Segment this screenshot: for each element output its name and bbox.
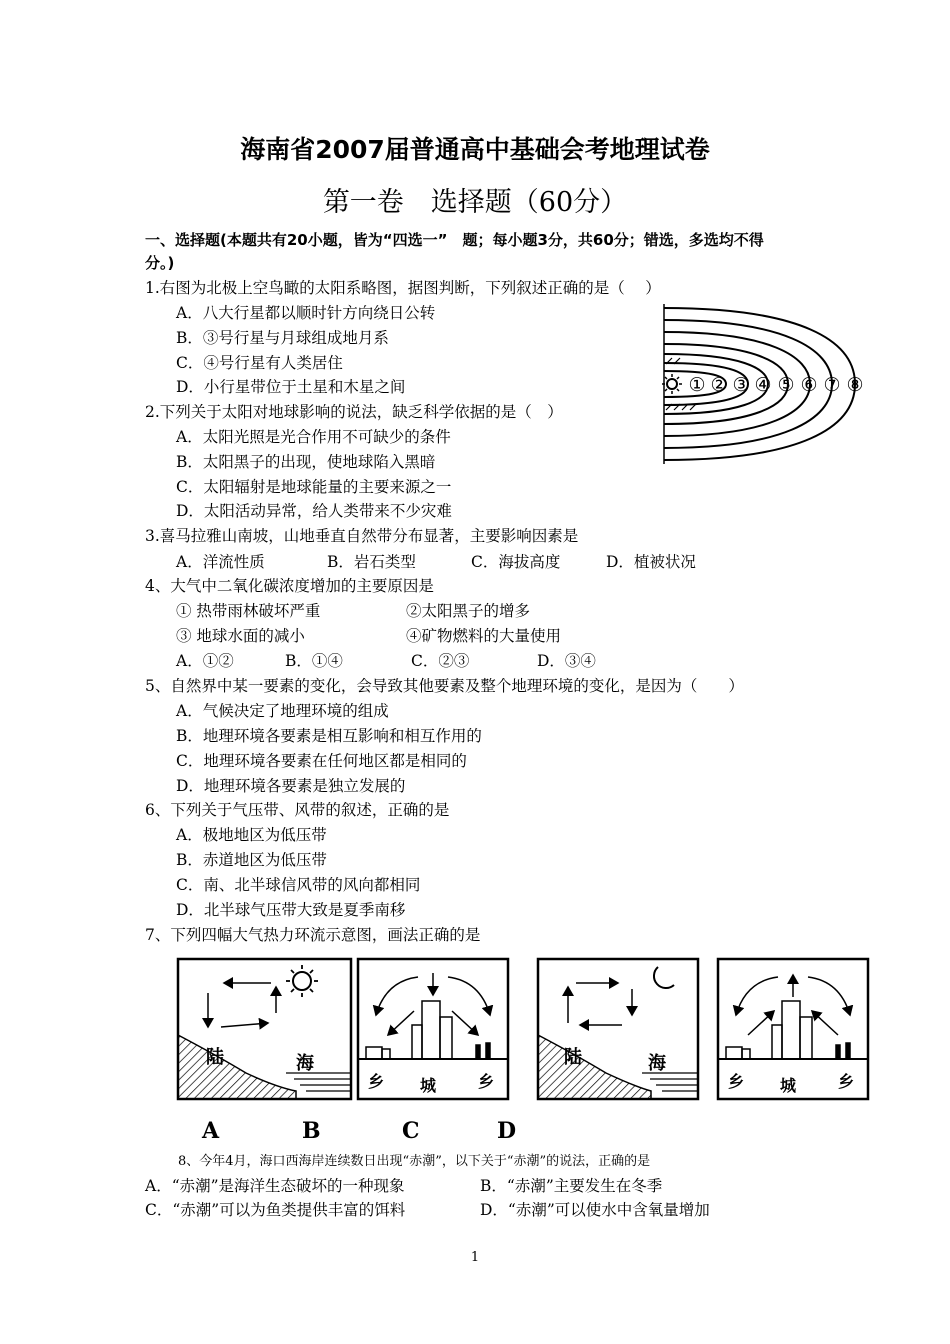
question-4-option-a: A．①②	[176, 652, 234, 670]
page-number: 1	[470, 1250, 480, 1265]
question-5-option-c: C．地理环境各要素在任何地区都是相同的	[176, 752, 467, 770]
figure-b	[358, 959, 508, 1099]
question-5-option-a: A．气候决定了地理环境的组成	[176, 702, 389, 720]
moon-icon	[654, 967, 674, 988]
planet-6-label: ⑥	[800, 374, 818, 396]
question-3-option-a: A．洋流性质	[176, 553, 265, 571]
planet-1-label: ①	[688, 374, 706, 396]
question-1-option-b: B．③号行星与月球组成地月系	[176, 329, 389, 347]
figure-c-land-label: 陆	[564, 1047, 582, 1068]
figure-label-d: D	[497, 1118, 517, 1144]
figure-d	[718, 959, 868, 1099]
solar-system-diagram	[660, 300, 875, 470]
question-3-stem: 3.喜马拉雅山南坡，山地垂直自然带分布显著，主要影响因素是	[145, 527, 579, 545]
figure-label-b: B	[302, 1118, 321, 1144]
figure-b-rural-left-label: 乡	[368, 1072, 385, 1091]
figure-c-sea-label: 海	[648, 1053, 666, 1074]
question-8-stem: 8、今年4月，海口西海岸连续数日出现“赤潮”，以下关于“赤潮”的说法，正确的是	[178, 1154, 651, 1169]
question-5-option-d: D．地理环境各要素是独立发展的	[176, 777, 406, 795]
question-2-stem: 2.下列关于太阳对地球影响的说法，缺乏科学依据的是（ ）	[145, 403, 563, 421]
question-4-item-2: ②太阳黑子的增多	[406, 602, 531, 620]
page-title: 海南省2007届普通高中基础会考地理试卷	[240, 135, 710, 164]
question-1-stem: 1.右图为北极上空鸟瞰的太阳系略图，据图判断，下列叙述正确的是（ ）	[145, 279, 661, 297]
question-5-stem: 5、自然界中某一要素的变化，会导致其他要素及整个地理环境的变化，是因为（ ）	[145, 677, 744, 695]
question-5-option-b: B．地理环境各要素是相互影响和相互作用的	[176, 727, 482, 745]
planet-4-label: ④	[754, 374, 772, 396]
question-3-option-c: C．海拔高度	[471, 553, 561, 571]
question-7-stem: 7、下列四幅大气热力环流示意图，画法正确的是	[145, 926, 481, 944]
question-1-option-d: D．小行星带位于土星和木星之间	[176, 378, 406, 396]
figure-label-c: C	[402, 1118, 420, 1144]
sun-icon	[286, 965, 318, 997]
sun-icon	[662, 374, 682, 394]
thermal-circulation-figures	[176, 955, 876, 1105]
question-3-option-b: B．岩石类型	[327, 553, 416, 571]
figure-label-a: A	[202, 1118, 220, 1144]
question-1-option-c: C．④号行星有人类居住	[176, 354, 343, 372]
section-instructions-line1: 一、选择题(本题共有20小题，皆为“四选一” 题；每小题3分，共60分；错选，多选均不得	[145, 231, 764, 249]
question-2-option-c: C．太阳辐射是地球能量的主要来源之一	[176, 478, 452, 496]
question-6-option-b: B．赤道地区为低压带	[176, 851, 327, 869]
planet-5-label: ⑤	[777, 374, 795, 396]
question-4-option-d: D．③④	[537, 652, 596, 670]
section-instructions-line2: 分。)	[145, 254, 175, 272]
page-subtitle: 第一卷 选择题（60分）	[322, 187, 628, 218]
question-1-option-a: A．八大行星都以顺时针方向绕日公转	[176, 304, 436, 322]
figure-b-rural-right-label: 乡	[478, 1072, 495, 1091]
question-4-stem: 4、大气中二氧化碳浓度增加的主要原因是	[145, 577, 434, 595]
question-8-option-b: B．“赤潮”主要发生在冬季	[480, 1177, 663, 1195]
question-6-option-d: D．北半球气压带大致是夏季南移	[176, 901, 406, 919]
question-8-option-d: D．“赤潮”可以使水中含氧量增加	[480, 1201, 710, 1219]
question-2-option-d: D．太阳活动异常，给人类带来不少灾难	[176, 502, 452, 520]
question-8-option-a: A．“赤潮”是海洋生态破坏的一种现象	[145, 1177, 405, 1195]
question-3-option-d: D．植被状况	[606, 553, 696, 571]
planet-3-label: ③	[732, 374, 750, 396]
figure-a	[178, 959, 351, 1099]
planet-2-label: ②	[710, 374, 728, 396]
figure-a-sea-label: 海	[296, 1053, 314, 1074]
figure-b-city-label: 城	[420, 1076, 437, 1095]
planet-7-label: ⑦	[823, 374, 841, 396]
question-8-option-c: C．“赤潮”可以为鱼类提供丰富的饵料	[145, 1201, 406, 1219]
figure-d-rural-right-label: 乡	[838, 1072, 855, 1091]
question-6-option-a: A．极地地区为低压带	[176, 826, 327, 844]
question-6-option-c: C．南、北半球信风带的风向都相同	[176, 876, 421, 894]
question-4-option-b: B．①④	[285, 652, 343, 670]
figure-a-land-label: 陆	[206, 1047, 224, 1068]
question-4-item-3: ③ 地球水面的减小	[176, 627, 305, 645]
question-4-item-1: ① 热带雨林破坏严重	[176, 602, 321, 620]
question-4-item-4: ④矿物燃料的大量使用	[406, 627, 562, 645]
figure-d-rural-left-label: 乡	[728, 1072, 745, 1091]
question-6-stem: 6、下列关于气压带、风带的叙述，正确的是	[145, 801, 450, 819]
planet-8-label: ⑧	[846, 374, 864, 396]
question-2-option-a: A．太阳光照是光合作用不可缺少的条件	[176, 428, 451, 446]
question-2-option-b: B．太阳黑子的出现，使地球陷入黑暗	[176, 453, 436, 471]
figure-c	[538, 959, 698, 1099]
figure-d-city-label: 城	[780, 1076, 797, 1095]
question-4-option-c: C．②③	[411, 652, 470, 670]
